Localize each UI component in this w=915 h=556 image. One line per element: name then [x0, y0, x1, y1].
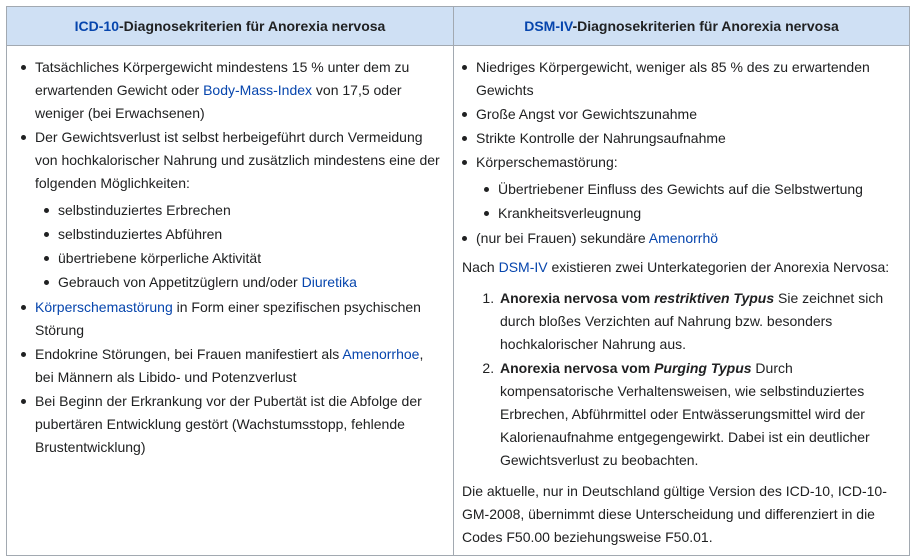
dsm4-inline-link[interactable]: DSM-IV — [498, 259, 548, 275]
sub-list-item: selbstinduziertes Abführen — [58, 223, 445, 246]
icd10-criteria-cell — [7, 46, 454, 556]
table-body-row — [7, 46, 910, 556]
item-text: Tatsächliches Körpergewicht mindestens 15 % unter dem zu erwartenden Gewicht oder — [35, 59, 410, 98]
list-item: Niedriges Körpergewicht, weniger als 85 % des zu erwartenden Gewichts — [476, 56, 901, 102]
subtype-description: Durch kompensatorische Verhaltensweisen, wie selbstinduziertes Erbrechen, Abführmittel oder Entwässerungsmittel wird der Kalorienaufnahme entgegengewirkt. Dabei ist ein deutlicher Gewichtsverlust zu beobachten. — [500, 360, 870, 468]
subcategories-intro — [462, 256, 901, 279]
amenorrhoe-link[interactable]: Amenorrhoe — [342, 346, 420, 362]
subtype-item — [498, 287, 899, 356]
sub-list-item: Übertriebener Einfluss des Gewichts auf die Selbstwertung — [498, 178, 901, 201]
header-icd10 — [7, 7, 454, 46]
header-dsm4-text: -Diagnosekriterien für Anorexia nervosa — [572, 18, 839, 34]
list-item — [35, 126, 445, 294]
list-item — [35, 56, 445, 125]
sub-list-item: Krankheitsverleugnung — [498, 202, 901, 225]
item-text: Endokrine Störungen, bei Frauen manifestiert als — [35, 346, 343, 362]
subtype-title-text: Anorexia nervosa vom — [500, 360, 655, 376]
para-text: Nach — [462, 259, 499, 275]
diuretika-link[interactable]: Diuretika — [301, 274, 357, 290]
koerperschemastoerung-link[interactable]: Körperschemastörung — [35, 299, 173, 315]
amenorrhoe-dsm-link[interactable]: Amenorrhö — [648, 230, 719, 246]
subtype-description: Sie zeichnet sich durch bloßes Verzichten auf Nahrung bzw. besonders hochkalorischer Nahrung aus. — [500, 290, 884, 352]
subtype-name: restriktiven Typus — [654, 290, 775, 306]
list-item — [35, 296, 445, 342]
list-item: Große Angst vor Gewichtszunahme — [476, 103, 901, 126]
subtype-name: Purging Typus — [654, 360, 752, 376]
icd10-gm-note: Die aktuelle, nur in Deutschland gültige Version des ICD-10, ICD-10-GM-2008, übernimmt diese Unterscheidung und differenziert in die Codes F50.00 beziehungsweise F50.01. — [462, 483, 887, 545]
subtype-item — [498, 357, 899, 472]
sub-list — [476, 178, 901, 225]
item-text: Der Gewichtsverlust ist selbst herbeigeführt durch Vermeidung von hochkalorischer Nahrung und zusätzlich mindestens eine der folgenden Möglichkeiten: — [35, 129, 440, 191]
para-text: existieren zwei Unterkategorien der Anorexia Nervosa: — [547, 259, 890, 275]
sub-list — [35, 199, 445, 294]
sub-list-item — [58, 271, 445, 294]
item-text: in Form einer spezifischen psychischen Störung — [35, 299, 421, 338]
item-text: von 17,5 oder weniger (bei Erwachsenen) — [35, 82, 402, 121]
diagnostic-criteria-table — [6, 6, 910, 556]
item-text: (nur bei Frauen) sekundäre — [476, 230, 649, 246]
table-header-row — [7, 7, 910, 46]
list-item — [476, 227, 901, 250]
sub-list-item: übertriebene körperliche Aktivität — [58, 247, 445, 270]
subtype-list — [454, 287, 899, 472]
icd10-link[interactable]: ICD-10 — [74, 18, 119, 34]
icd10-criteria-list — [7, 56, 453, 459]
item-text: , bei Männern als Libido- und Potenzverlust — [35, 346, 424, 385]
dsm4-link[interactable]: DSM-IV — [524, 18, 573, 34]
sub-list-item: selbstinduziertes Erbrechen — [58, 199, 445, 222]
dsm4-criteria-cell — [454, 46, 910, 556]
list-item — [476, 151, 901, 225]
subtype-title — [500, 360, 752, 376]
list-item: Bei Beginn der Erkrankung vor der Pubertät ist die Abfolge der pubertären Entwicklung gestört (Wachstumsstopp, fehlende Brustentwicklung) — [35, 390, 445, 459]
header-dsm4 — [454, 7, 910, 46]
list-item — [35, 343, 445, 389]
diagnostic-criteria-table-wrapper — [6, 6, 910, 550]
dsm4-criteria-list — [454, 56, 909, 250]
list-item: Strikte Kontrolle der Nahrungsaufnahme — [476, 127, 901, 150]
item-text: Körperschemastörung: — [476, 154, 618, 170]
subtype-title-text: Anorexia nervosa vom — [500, 290, 655, 306]
header-icd10-text: -Diagnosekriterien für Anorexia nervosa — [119, 18, 386, 34]
item-text: Gebrauch von Appetitzüglern und/oder — [58, 274, 302, 290]
subtype-title — [500, 290, 774, 306]
body-mass-index-link[interactable]: Body-Mass-Index — [203, 82, 313, 98]
